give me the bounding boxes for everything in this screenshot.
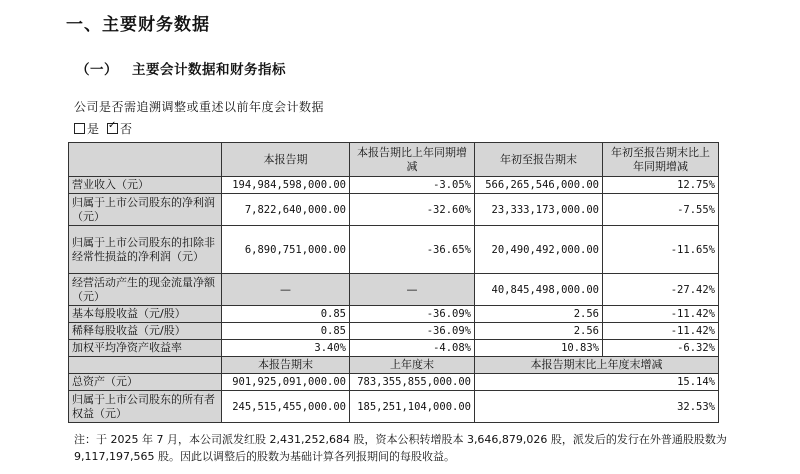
table-row — [69, 177, 719, 194]
row-label: 营业收入（元） — [69, 177, 222, 194]
checkbox-no[interactable] — [107, 123, 118, 134]
row-label: 归属于上市公司股东的净利润（元） — [69, 194, 222, 226]
table-row — [69, 194, 719, 226]
table-row — [69, 306, 719, 323]
value-cell: 2.56 — [475, 323, 603, 340]
table-row — [69, 340, 719, 357]
value-cell: -4.08% — [350, 340, 475, 357]
value-cell: -36.65% — [350, 226, 475, 274]
option-yes[interactable] — [74, 120, 99, 137]
value-cell: 40,845,498,000.00 — [475, 274, 603, 306]
restate-question: 公司是否需追溯调整或重述以前年度会计数据 — [74, 100, 325, 114]
option-no[interactable] — [107, 120, 132, 137]
table-row — [69, 323, 719, 340]
checkbox-yes[interactable] — [74, 123, 85, 134]
value-cell: -11.42% — [603, 323, 719, 340]
value-cell: 10.83% — [475, 340, 603, 357]
value-cell: -36.09% — [350, 323, 475, 340]
table-row — [69, 374, 719, 391]
value-cell: 2.56 — [475, 306, 603, 323]
value-cell: -11.65% — [603, 226, 719, 274]
value-cell: -32.60% — [350, 194, 475, 226]
option-yes-label: 是 — [87, 122, 100, 136]
header-cell: 本报告期末比上年度末增减 — [475, 357, 719, 374]
restate-options — [74, 120, 138, 137]
header-cell: 本报告期比上年同期增减 — [350, 143, 475, 177]
value-cell: 32.53% — [475, 391, 719, 423]
value-cell: 566,265,546,000.00 — [475, 177, 603, 194]
value-cell: 3.40% — [222, 340, 350, 357]
header-cell — [69, 357, 222, 374]
row-label: 稀释每股收益（元/股） — [69, 323, 222, 340]
value-cell: — — [222, 274, 350, 306]
value-cell: -36.09% — [350, 306, 475, 323]
value-cell: 185,251,104,000.00 — [350, 391, 475, 423]
row-label: 加权平均净资产收益率 — [69, 340, 222, 357]
table-header-row — [69, 143, 719, 177]
subsection-title: 主要会计数据和财务指标 — [132, 62, 286, 78]
subsection-number: （一） — [76, 62, 118, 78]
header-cell: 本报告期 — [222, 143, 350, 177]
value-cell: 20,490,492,000.00 — [475, 226, 603, 274]
value-cell: 245,515,455,000.00 — [222, 391, 350, 423]
value-cell: 6,890,751,000.00 — [222, 226, 350, 274]
header-cell — [69, 143, 222, 177]
value-cell: -11.42% — [603, 306, 719, 323]
row-label: 经营活动产生的现金流量净额（元） — [69, 274, 222, 306]
value-cell: 783,355,855,000.00 — [350, 374, 475, 391]
header-cell: 本报告期末 — [222, 357, 350, 374]
value-cell: -27.42% — [603, 274, 719, 306]
value-cell: 23,333,173,000.00 — [475, 194, 603, 226]
row-label: 归属于上市公司股东的所有者权益（元） — [69, 391, 222, 423]
row-label: 总资产（元） — [69, 374, 222, 391]
row-label: 基本每股收益（元/股） — [69, 306, 222, 323]
header-cell: 年初至报告期末比上年同期增减 — [603, 143, 719, 177]
option-no-label: 否 — [120, 122, 133, 136]
table-row — [69, 391, 719, 423]
value-cell: -3.05% — [350, 177, 475, 194]
value-cell: 15.14% — [475, 374, 719, 391]
value-cell: 0.85 — [222, 323, 350, 340]
value-cell: -6.32% — [603, 340, 719, 357]
table-header-row — [69, 357, 719, 374]
value-cell: -7.55% — [603, 194, 719, 226]
subsection-heading — [76, 58, 286, 78]
row-label: 归属于上市公司股东的扣除非经常性损益的净利润（元） — [69, 226, 222, 274]
value-cell: — — [350, 274, 475, 306]
header-cell: 年初至报告期末 — [475, 143, 603, 177]
table-row — [69, 226, 719, 274]
value-cell: 7,822,640,000.00 — [222, 194, 350, 226]
section-heading: 一、主要财务数据 — [66, 15, 210, 35]
header-cell: 上年度末 — [350, 357, 475, 374]
financial-table — [68, 142, 719, 423]
value-cell: 194,984,598,000.00 — [222, 177, 350, 194]
value-cell: 0.85 — [222, 306, 350, 323]
footnote: 注：于 2025 年 7 月，本公司派发红股 2,431,252,684 股，资本公积转增股本 3,646,879,026 股，派发后的发行在外普通股股数为 9,117,197,565 股。因此以调整后的股数为基础计算各列报期间的每股收益。 — [74, 433, 727, 463]
value-cell: 12.75% — [603, 177, 719, 194]
table-row — [69, 274, 719, 306]
value-cell: 901,925,091,000.00 — [222, 374, 350, 391]
